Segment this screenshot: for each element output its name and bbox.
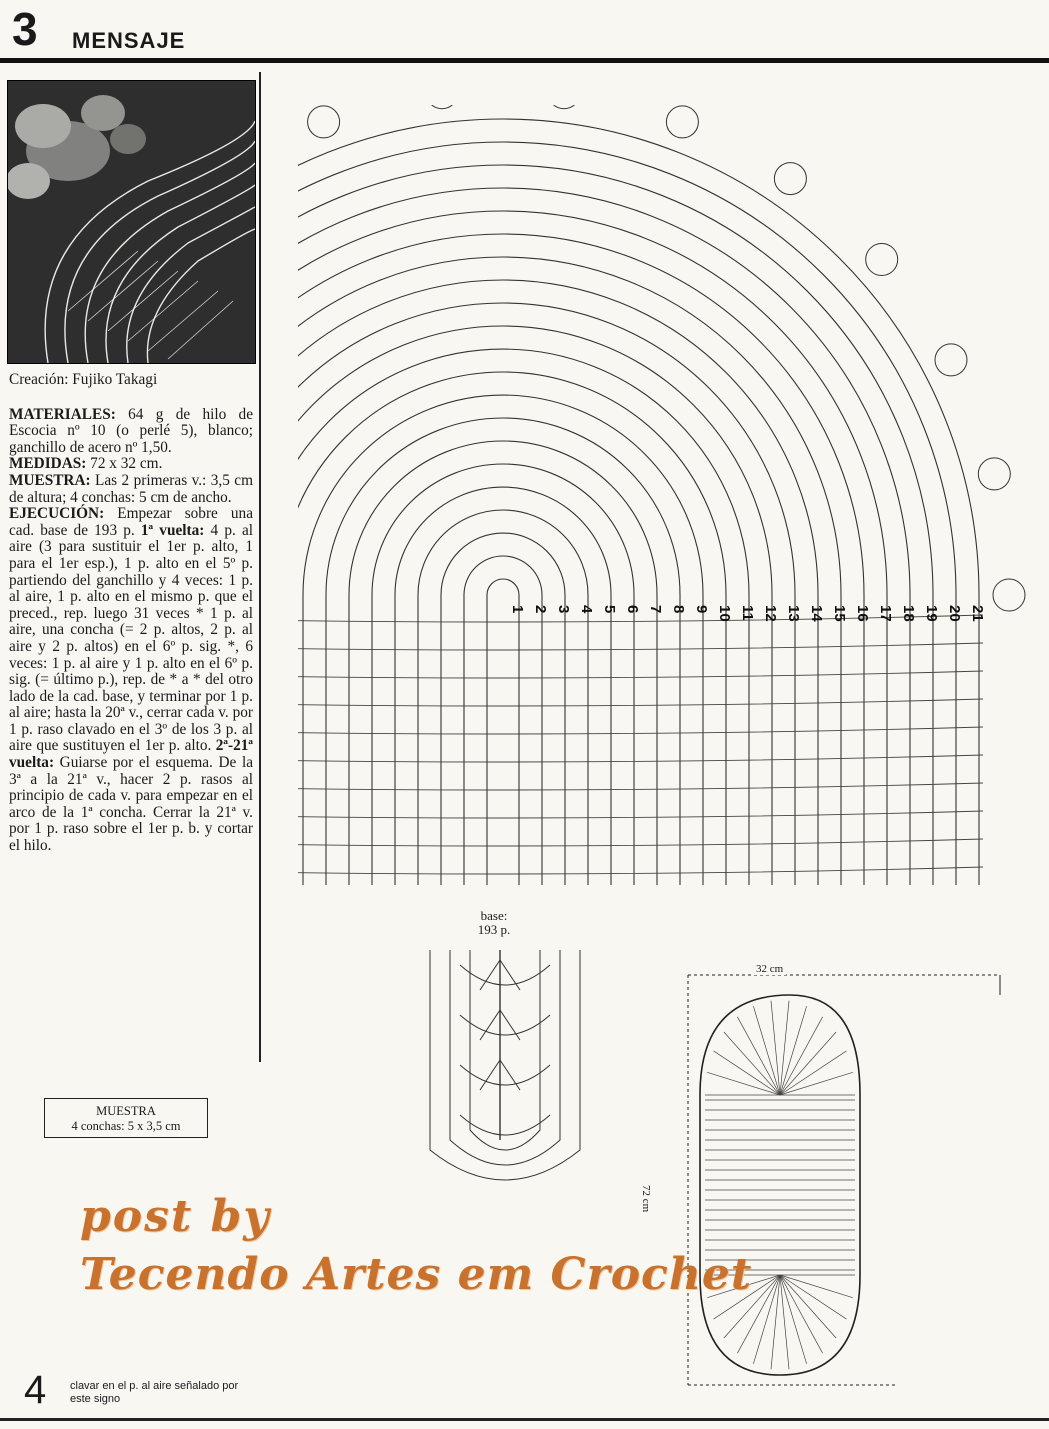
chart-round-arc (298, 280, 818, 885)
sample-box-title: MUESTRA (96, 1104, 156, 1118)
page-header (0, 0, 1049, 62)
round2-text: Guiarse por el esquema. De la 3ª a la 21ª v., hacer 2 p. rasos al principio de cada v. para empezar en el arco de la 1ª concha. Cerrar la 21ª v. por 1 p. raso sobre el 1er p. b. y cortar el hilo. (9, 754, 253, 855)
round1-label: 1ª vuelta: (140, 521, 205, 539)
chart-round-arc (441, 533, 565, 885)
sample-paragraph (9, 473, 253, 506)
designer-credit: Creación: Fujiko Takagi (9, 371, 158, 388)
chart-round-number: 21 (969, 605, 986, 622)
chart-round-number: 13 (785, 605, 802, 622)
pattern-title: MENSAJE (72, 28, 186, 53)
chart-round-arc (298, 119, 979, 885)
chart-row-line (298, 727, 983, 734)
sample-box-text: 4 conchas: 5 x 3,5 cm (71, 1119, 181, 1133)
chart-round-arc (298, 257, 841, 885)
watermark-line1: post by (80, 1191, 271, 1242)
chart-round-number: 14 (808, 605, 825, 622)
chart-round-number: 3 (555, 605, 572, 614)
chart-round-arc (298, 165, 933, 885)
chart-round-number: 6 (624, 605, 641, 614)
column-divider (259, 72, 261, 1062)
chart-row-line (298, 839, 983, 846)
doily-photo (7, 80, 256, 364)
chart-row-line (298, 867, 983, 874)
chart-row-line (298, 755, 983, 762)
chart-row-line (298, 783, 983, 790)
chart-round-number: 7 (647, 605, 664, 614)
width-dimension-label: 32 cm (753, 963, 786, 975)
measures-label: MEDIDAS: (9, 455, 87, 473)
chart-scallop (774, 163, 806, 195)
round1-text: 4 p. al aire (3 para sustituir el 1er p. alto, 1 para el 1er esp.), 1 p. alto en el 5º p. partiendo del ganchillo y 4 veces: 1 p. al aire, 1 p. alto en el mismo p. que el preced., rep. luego 31 veces * 1 p. al aire, una concha (= 2 p. altos, 2 p. al aire y 2 p. altos) en el 6º p. sig. *, 6 veces: 1 p. al aire y 1 p. alto en el 6º p. sig. (= último p.), rep. de * a * del otro lado de la cad. base, y terminar por 1 p. al aire; hasta la 20ª v., cerrar cada v. por 1 p. raso clavado en el 3º de los 3 p. al aire que sustituyen el 1er p. alto. (9, 521, 253, 755)
chart-scallop (426, 105, 458, 109)
chart-scallop (308, 106, 340, 138)
chart-row-line (298, 671, 983, 678)
dimension-schematic (660, 965, 1030, 1395)
chart-round-number: 4 (578, 605, 595, 614)
execution-label: EJECUCIÓN: (9, 505, 105, 523)
sample-text: Las 2 primeras v.: 3,5 cm de altura; 4 conchas: 5 cm de ancho. (9, 471, 253, 506)
chart-scallop (866, 244, 898, 276)
measures-text: 72 x 32 cm. (86, 455, 163, 473)
chart-round-number: 19 (923, 605, 940, 622)
chart-round-arc (326, 418, 680, 885)
schematic-ray (780, 1275, 853, 1298)
execution-text: Empezar sobre una cad. base de 193 p. (9, 505, 253, 539)
chart-round-number: 16 (854, 605, 871, 622)
chart-round-arc (372, 464, 634, 885)
chart-round-arc (298, 211, 887, 885)
chart-round-number: 9 (693, 605, 710, 614)
materials-paragraph (9, 407, 253, 457)
doily-photo-image (8, 81, 255, 363)
measures-paragraph (9, 456, 253, 473)
chart-round-number: 12 (762, 605, 779, 622)
pattern-number: 3 (12, 3, 38, 55)
chart-scallop (666, 106, 698, 138)
instructions-column (9, 372, 253, 855)
chart-row-line (298, 811, 983, 818)
chart-round-arc (298, 142, 956, 885)
watermark (80, 1188, 752, 1304)
chart-round-arc (418, 510, 588, 885)
chart-round-arc (298, 372, 726, 885)
height-dimension-label: 72 cm (640, 1185, 652, 1213)
chart-round-number: 1 (509, 605, 526, 614)
chart-round-number: 11 (739, 605, 756, 621)
round2-label: 2ª-21ª vuelta: (9, 737, 253, 772)
chart-round-arc (395, 487, 611, 885)
chart-round-number: 5 (601, 605, 618, 614)
chart-scallop (935, 344, 967, 376)
sample-box (44, 1098, 208, 1138)
chart-scallop (993, 579, 1025, 611)
schematic-ray (707, 1072, 780, 1095)
chart-round-arc (298, 349, 749, 885)
chart-round-arc (487, 579, 519, 885)
chart-round-number: 18 (900, 605, 917, 622)
chart-scallop (548, 105, 580, 109)
chart-round-arc (303, 395, 703, 885)
crochet-chart (298, 105, 1038, 885)
chart-row-line (298, 699, 983, 706)
execution-paragraph (9, 506, 253, 854)
bottom-rule (0, 1418, 1049, 1421)
chart-round-number: 17 (877, 605, 894, 622)
sample-label: MUESTRA: (9, 471, 91, 489)
base-detail-diagram (420, 945, 590, 1215)
base-label-line1: base: (480, 908, 508, 923)
chart-round-number: 10 (716, 605, 733, 622)
footnote: clavar en el p. al aire señalado por este signo (70, 1380, 239, 1405)
chart-round-number: 2 (532, 605, 549, 614)
materials-text: 64 g de hilo de Escocia nº 10 (o perlé 5), blanco; ganchillo de acero nº 1,50. (9, 405, 253, 456)
chart-round-number: 15 (831, 605, 848, 622)
chart-round-number: 20 (946, 605, 963, 622)
chart-round-arc (464, 556, 542, 885)
header-rule (0, 58, 1049, 63)
chart-scallop (978, 458, 1010, 490)
page-number: 4 (24, 1368, 47, 1412)
base-label-line2: 193 p. (477, 922, 511, 937)
schematic-ray (780, 1072, 853, 1095)
watermark-line2: Tecendo Artes em Crochet (80, 1249, 753, 1300)
materials-label: MATERIALES: (9, 405, 116, 423)
chart-row-line (298, 643, 983, 650)
chart-round-number: 8 (670, 605, 687, 614)
base-label (464, 909, 524, 937)
